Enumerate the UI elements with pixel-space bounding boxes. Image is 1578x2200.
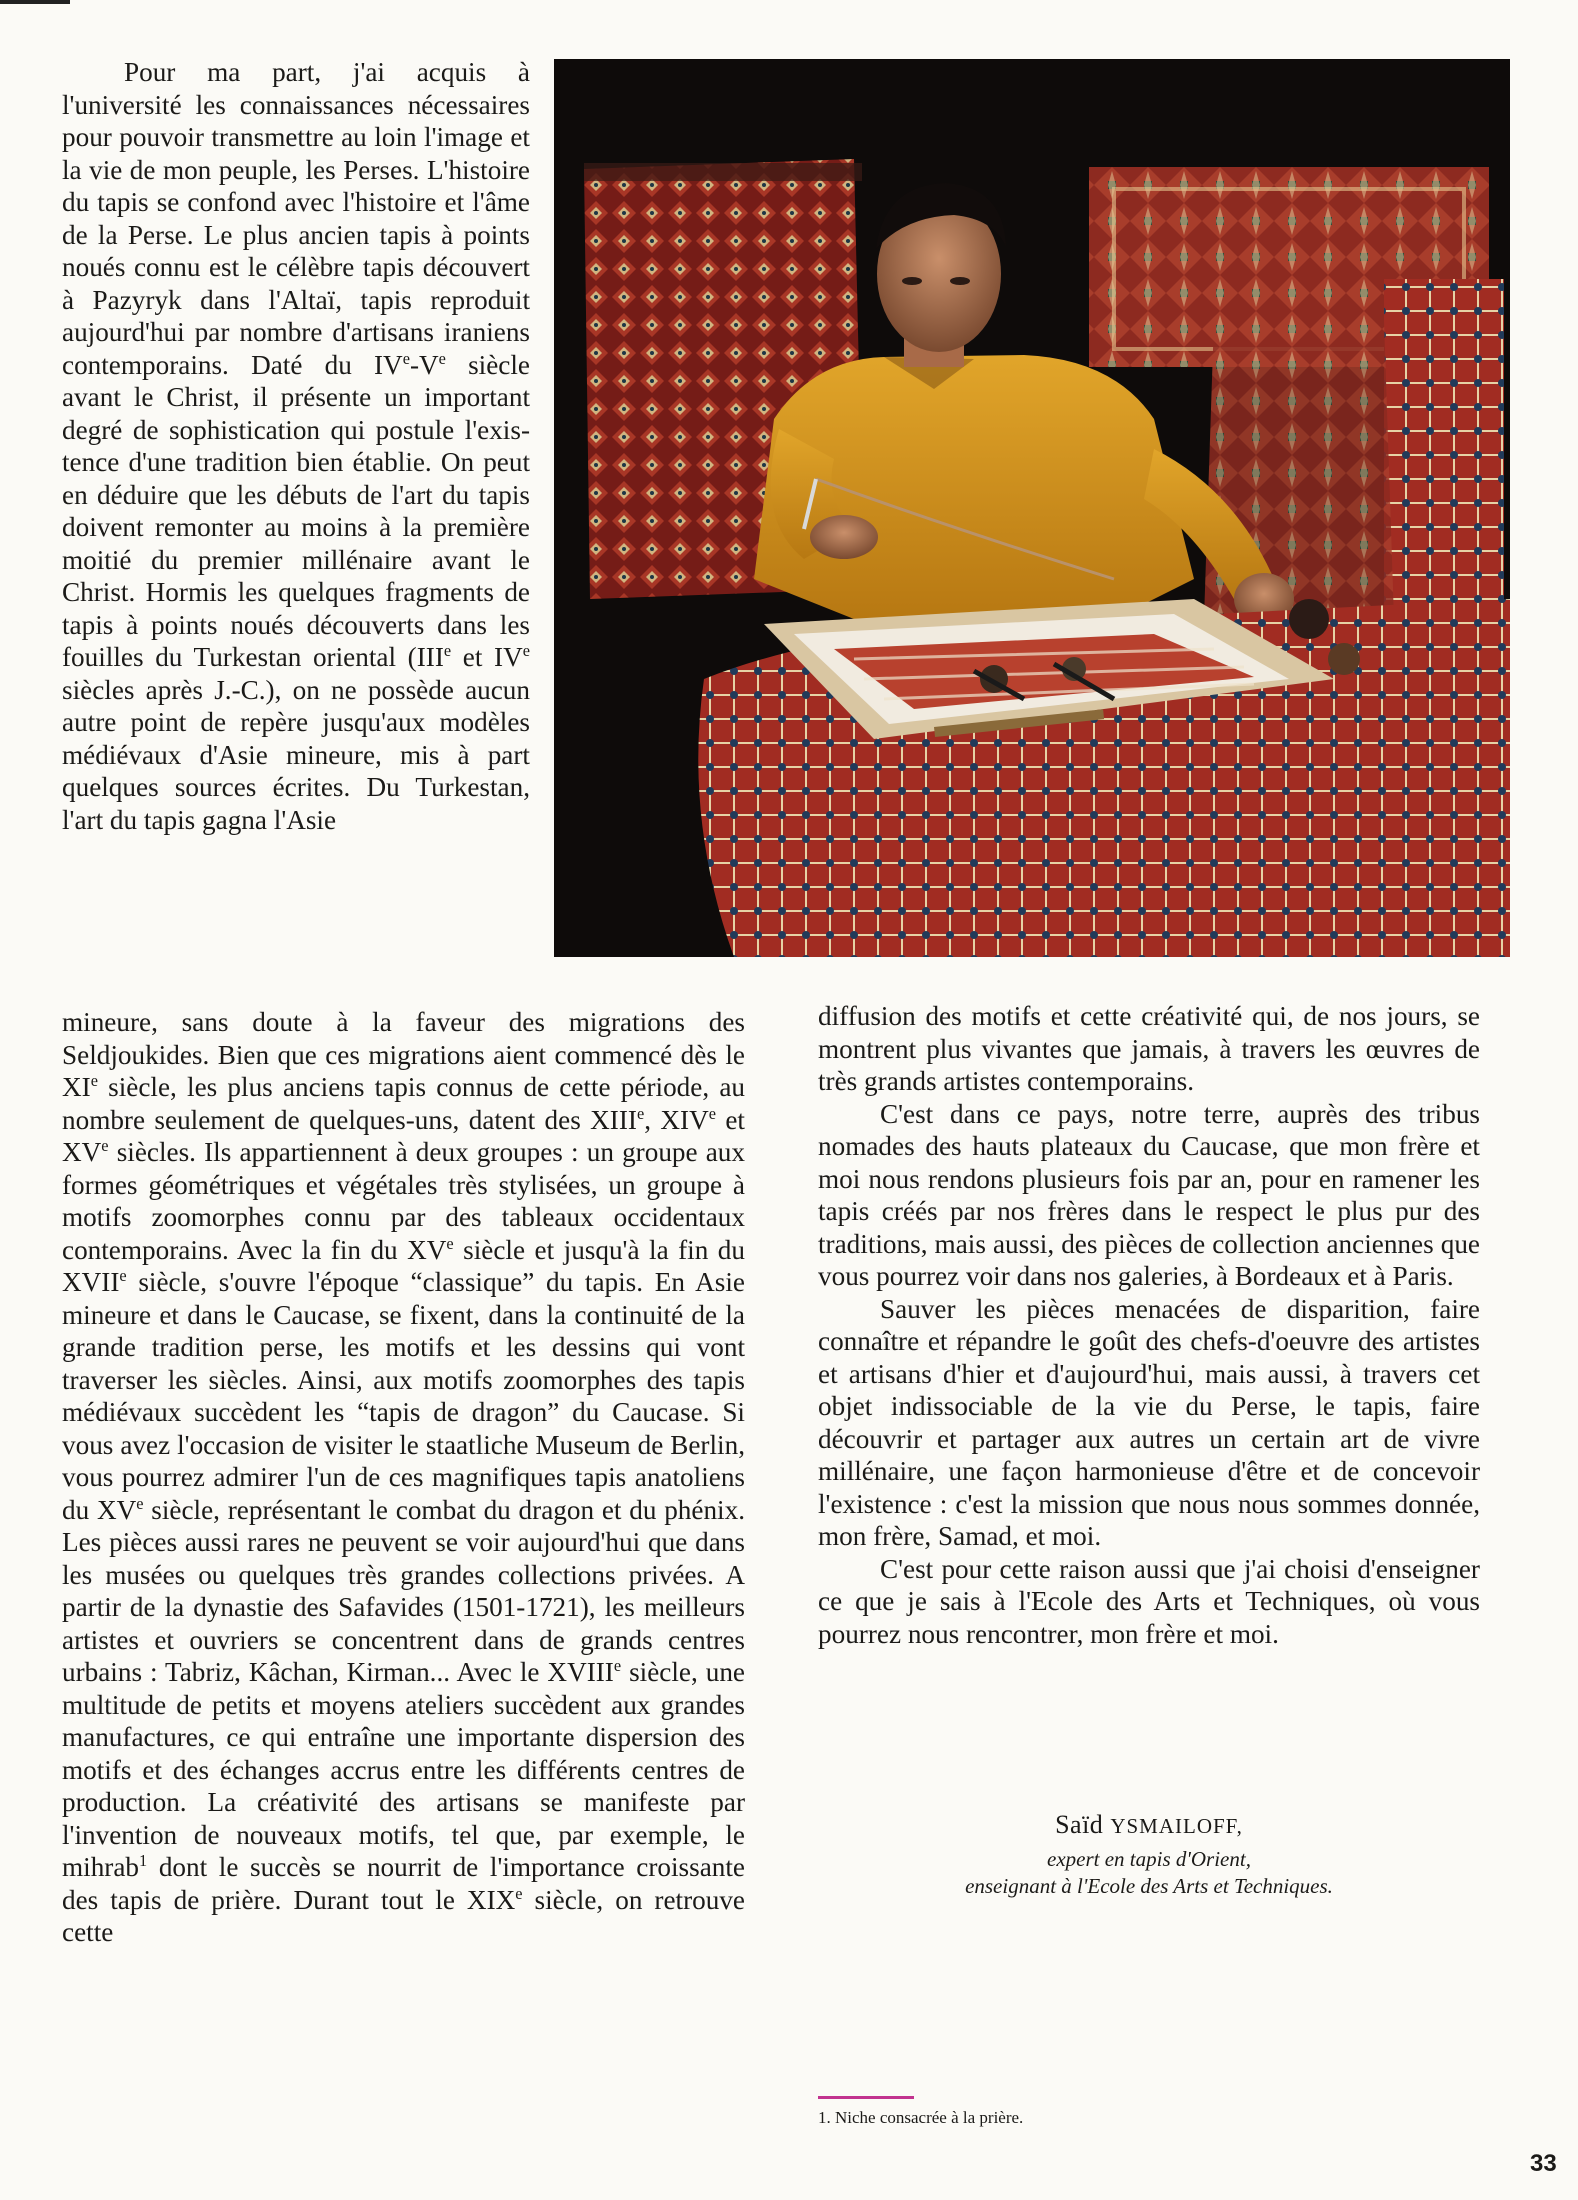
article-column-left-upper [62, 56, 530, 836]
photo-weaver-at-loom [554, 59, 1510, 957]
paragraph-continued: mineure, sans doute à la faveur des migrations des Seldjoukides. Bien que ces migrations aient commencé dès le XIe siècle, les plus anciens tapis connus de cette période, au nombre seulement de quelques-uns, datent des XIIIe, XIVe et XVe siècles. Ils appartiennent à deux groupes : un groupe aux formes géométriques et végétales très stylisées, un groupe à motifs zoomorphes connu par des tableaux occidentaux contemporains. Avec la fin du XVe siècle et jusqu'à la fin du XVIIe siècle, s'ouvre l'époque “classique” du tapis. En Asie mineure et dans le Caucase, se fixent, dans la continuité de la grande tradition perse, les motifs et les dessins qui vont traverser les siècles. Ainsi, aux motifs zoomorphes des tapis médiévaux succèdent les “tapis de dragon” du Caucase. Si vous avez l'occasion de visiter le staatliche Museum de Berlin, vous pourrez admirer l'un de ces magnifiques tapis anatoliens du XVe siècle, représentant le combat du dragon et du phénix. Les pièces aussi rares ne peuvent se voir aujourd'hui que dans les musées ou quelques très grandes collections privées. A partir de la dynastie des Safavides (1501-1721), les meilleurs artistes et ouvriers se concentrent dans de grands centres urbains : Tabriz, Kâchan, Kirman... Avec le XVIIIe siècle, une multitude de petits et moyens ateliers succèdent aux grandes manufactures, ce qui entraîne une importante dispersion des motifs et des échanges accrus entre les différents centres de production. La créativité des artisans se manifeste par l'invention de nouveaux motifs, tel que, par exemple, le mihrab$^1$ dont le succès se nourrit de l'importance croissante des tapis de prière. Durant tout le XIXe siècle, on retrouve cette [62, 1007, 746, 1947]
footnote: 1. Niche consacrée à la prière. [818, 2108, 1024, 2127]
author-last-name: YSMAILOFF, [1110, 1814, 1243, 1838]
author-first-name: Saïd [1055, 1810, 1104, 1839]
page-number: 33 [1530, 2150, 1557, 2177]
paragraph-intro: Pour ma part, j'ai acquis à l'université les connaissances nécessaires pour pouvoir transmettre au loin l'image et la vie de mon peuple, les Perses. L'histoire du tapis se confond avec l'histoire et l'âme de la Perse. Le plus ancien tapis à points noués connu est le célèbre tapis découvert à Pazyryk dans l'Altaï, tapis reproduit aujourd'hui par nombre d'artisans iraniens contemporains. Daté du IVe-Ve siècle avant le Christ, il présente un important degré de sophistication qui postule l'existence d'une tradition bien établie. On peut en déduire que les débuts de l'art du tapis doivent remonter au moins à la première moitié du premier millénaire avant le Christ. Hormis les quelques fragments de tapis à points noués découverts dans les fouilles du Turkestan oriental (IIIe et IVe siècles après J.-C.), on ne possède aucun autre point de repère jusqu'aux modèles médiévaux d'Asie mineure, mis à part quelques sources écrites. Du Turkestan, l'art du tapis gagna l'Asie [62, 57, 530, 835]
paragraph-mission: Sauver les pièces menacées de disparition, faire connaître et répandre le goût des chefs-d'oeuvre des artistes et artisans d'hier et d'aujourd'hui, mais aussi, à travers cet objet indissociable de la vie du Perse, le tapis, faire découvrir et partager aux autres un certain art de vivre millénaire, une façon harmonieuse d'être et de concevoir l'existence : c'est la mission que nous nous sommes donnée, mon frère, Samad, et moi. [818, 1293, 1480, 1551]
weaver-illustration [554, 59, 1510, 957]
footnote-rule [818, 2096, 914, 2099]
author-role-line1: expert en tapis d'Orient, [1047, 1847, 1251, 1871]
article-column-left-lower [62, 1006, 745, 1949]
article-column-right [818, 1000, 1480, 1650]
paragraph-diffusion: diffusion des motifs et cette créativité qui, de nos jours, se montrent plus vivantes que jamais, à travers les œuvres de très grands artistes contemporains. [818, 1001, 1480, 1096]
paragraph-ecole: C'est pour cette raison aussi que j'ai choisi d'enseigner ce que je sais à l'Ecole des Arts et Techniques, où vous pourrez nous rencontrer, mon frère et moi. [818, 1553, 1480, 1649]
author-signature [818, 1810, 1480, 1900]
top-rule [0, 0, 70, 4]
author-name [818, 1810, 1480, 1840]
paragraph-caucase: C'est dans ce pays, notre terre, auprès des tribus nomades des hauts plateaux du Caucase, que mon frère et moi nous rendons plusieurs fois par an, pour en ramener les tapis créés par nos frères dans le respect le plus pur des traditions, mais aussi, des pièces de collection anciennes que vous pourrez voir dans nos galeries, à Bordeaux et à Paris. [818, 1098, 1480, 1291]
author-role-line2: enseignant à l'Ecole des Arts et Techniques. [965, 1874, 1333, 1898]
